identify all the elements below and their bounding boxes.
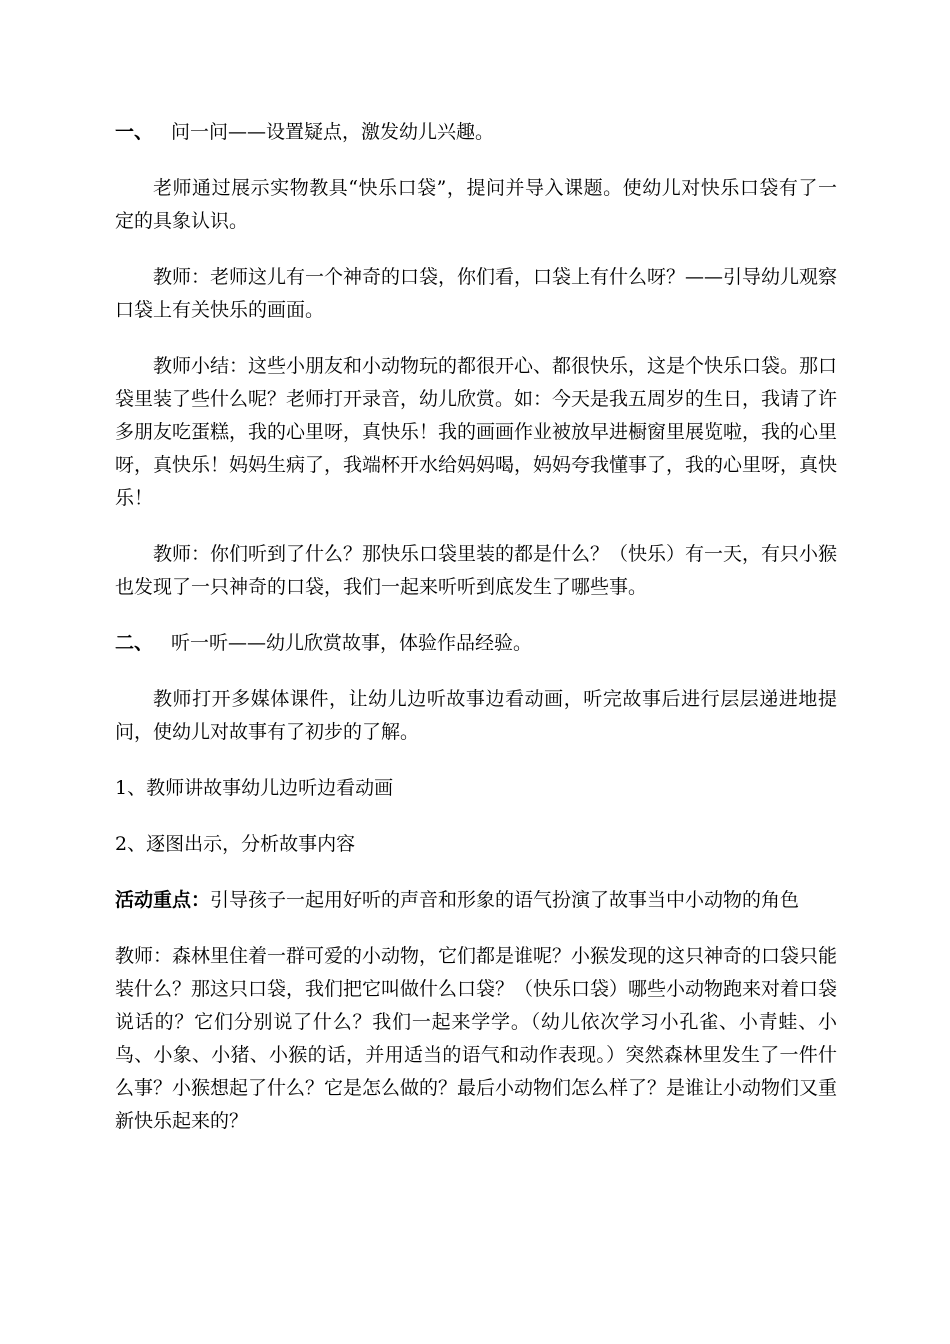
section-heading-1: [115, 116, 837, 149]
section-number-1: 一、: [115, 121, 154, 143]
paragraph-multimedia: 教师打开多媒体课件，让幼儿边听故事边看动画，听完故事后进行层层递进地提问，使幼儿对故事有了初步的了解。: [115, 688, 837, 743]
section-title-2: 听一听——幼儿欣赏故事，体验作品经验。: [171, 632, 533, 654]
activity-focus-label: 活动重点：: [115, 889, 211, 911]
section-number-2: 二、: [115, 632, 154, 654]
paragraph-intro: 老师通过展示实物教具“快乐口袋”，提问并导入课题。使幼儿对快乐口袋有了一定的具象认识。: [115, 177, 837, 232]
section-heading-2: [115, 627, 837, 660]
paragraph-teacher-summary: 教师小结：这些小朋友和小动物玩的都很开心、都很快乐，这是个快乐口袋。那口袋里装了些什么呢？老师打开录音，幼儿欣赏。如：今天是我五周岁的生日，我请了许多朋友吃蛋糕，我的心里呀，真快乐！我的画画作业被放早进橱窗里展览啦，我的心里呀，真快乐！妈妈生病了，我端杯开水给妈妈喝，妈妈夸我懂事了，我的心里呀，真快乐！: [115, 355, 838, 509]
step-item-2: 2、逐图出示，分析故事内容: [115, 833, 356, 855]
activity-focus-text: 引导孩子一起用好听的声音和形象的语气扮演了故事当中小动物的角色: [210, 889, 800, 911]
paragraph-teacher-transition: 教师：你们听到了什么？那快乐口袋里装的都是什么？（快乐）有一天，有只小猴也发现了一只神奇的口袋，我们一起来听听到底发生了哪些事。: [115, 543, 838, 598]
step-item-1: 1、教师讲故事幼儿边听边看动画: [115, 777, 394, 799]
paragraph-closing-questions: 教师：森林里住着一群可爱的小动物，它们都是谁呢？小猴发现的这只神奇的口袋只能装什么？那这只口袋，我们把它叫做什么口袋？（快乐口袋）哪些小动物跑来对着口袋说话的？它们分别说了什么？我们一起来学学。（幼儿依次学习小孔雀、小青蛙、小鸟、小象、小猪、小猴的话，并用适当的语气和动作表现。）突然森林里发生了一件什么事？小猴想起了什么？它是怎么做的？最后小动物们怎么样了？是谁让小动物们又重新快乐起来的？: [115, 945, 838, 1132]
document-page: [115, 116, 837, 1161]
activity-focus: [115, 884, 837, 917]
section-title-1: 问一问——设置疑点，激发幼儿兴趣。: [171, 121, 495, 143]
paragraph-teacher-question: 教师：老师这儿有一个神奇的口袋，你们看，口袋上有什么呀？——引导幼儿观察口袋上有关快乐的画面。: [115, 266, 838, 321]
